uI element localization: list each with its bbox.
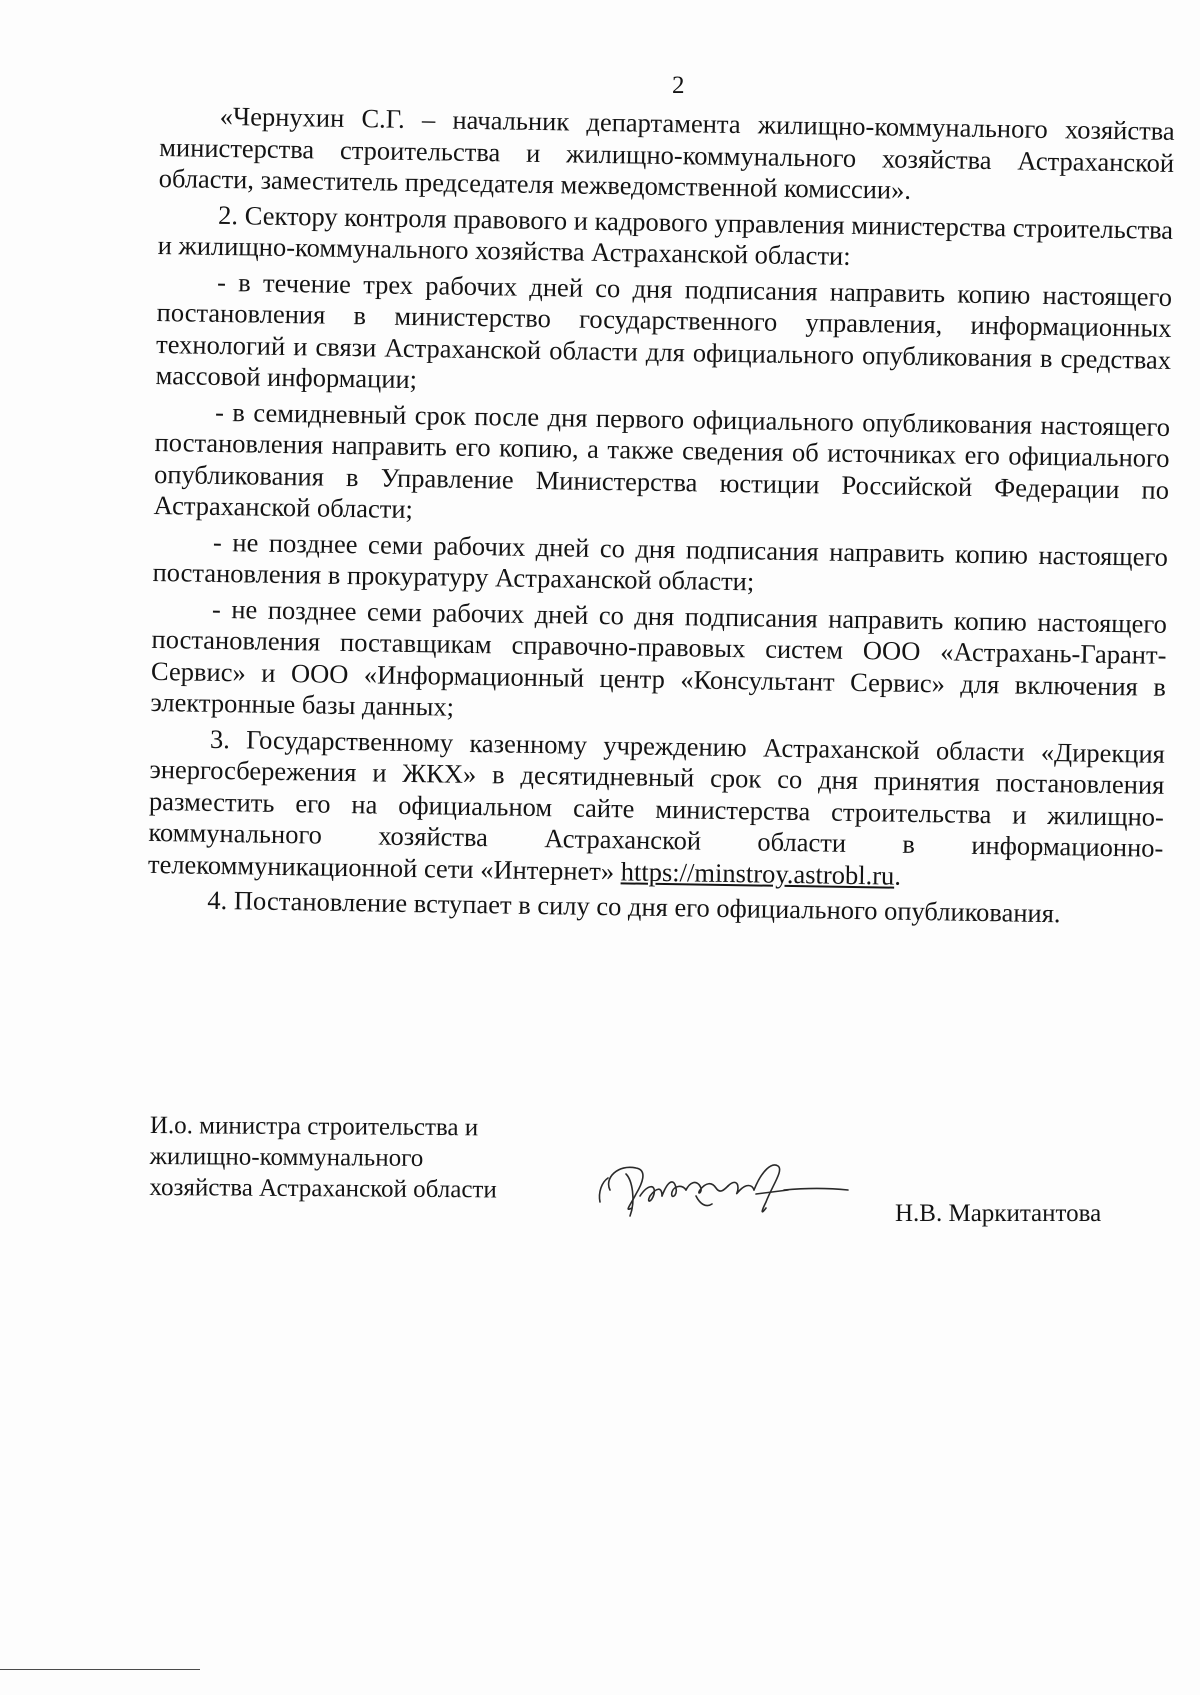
signatory-title-line: И.о. министра строительства и bbox=[149, 1112, 479, 1142]
signatory-title-line: жилищно-коммунального bbox=[149, 1142, 424, 1172]
paragraph-2-item-prosecutor: - не позднее семи рабочих дней со дня подписания направить копию настоящего постановления в прокуратуру Астраханской области; bbox=[152, 526, 1169, 597]
paragraph-3-directorate bbox=[148, 722, 1165, 895]
signatory-title bbox=[149, 1110, 497, 1205]
page-edge-line bbox=[0, 1669, 200, 1670]
signatory-title-line: хозяйства Астраханской области bbox=[149, 1173, 497, 1204]
paragraph-2-legal-sector: 2. Сектору контроля правового и кадрового управления министерства строительства и жилищно-коммунального хозяйства Астраханской области: bbox=[157, 199, 1174, 271]
paragraph-2-item-ministry-of-justice: - в семидневный срок после дня первого официального опубликования настоящего постановления направить его копию, а также сведения об источниках его официального опубликования в Управление Министерства юстиции Российской Федерации по Астраханской области; bbox=[153, 396, 1171, 525]
paragraph-2-item-legal-systems: - не позднее семи рабочих дней со дня подписания направить копию настоящего постановления поставщикам справочно-правовых систем ООО «Астрахань-Гарант-Сервис» и ООО «Информационный центр «Консультант Сервис» для включения в электронные базы данных; bbox=[150, 593, 1168, 722]
paragraph-2-item-publication: - в течение трех рабочих дней со дня подписания направить копию настоящего постановления в министерство государственного управления, информационных технологий и связи Астраханской области для официального опубликования в средствах массовой информации; bbox=[155, 266, 1173, 395]
document-body bbox=[147, 100, 1175, 931]
paragraph-4-entry-into-force: 4. Постановление вступает в силу со дня его официального опубликования. bbox=[207, 884, 1061, 929]
signatory-name: Н.В. Маркитантова bbox=[895, 1200, 1102, 1227]
paragraph-3-text: 3. Государственному казенному учреждению Астраханской области «Дирекция энергосбережения и ЖКХ» в десятидневный срок со дня принятия постановления разместить его на официальном сайте министерства строительства и жилищно-коммунального хозяйства Астраханской области в информационно-телекоммуникационной сети «Интернет» bbox=[147, 723, 1166, 886]
handwritten-signature bbox=[596, 1150, 856, 1230]
page-number: 2 bbox=[672, 72, 685, 99]
paragraph-3-end: . bbox=[894, 860, 902, 891]
paragraph-commission-member: «Чернухин С.Г. – начальник департамента жилищно-коммунального хозяйства министерства строительства и жилищно-коммунального хозяйства Астраханской области, заместитель председателя межведомственной комиссии». bbox=[158, 100, 1175, 205]
minstroy-website-link[interactable]: https://minstroy.astrobl.ru bbox=[620, 855, 895, 891]
